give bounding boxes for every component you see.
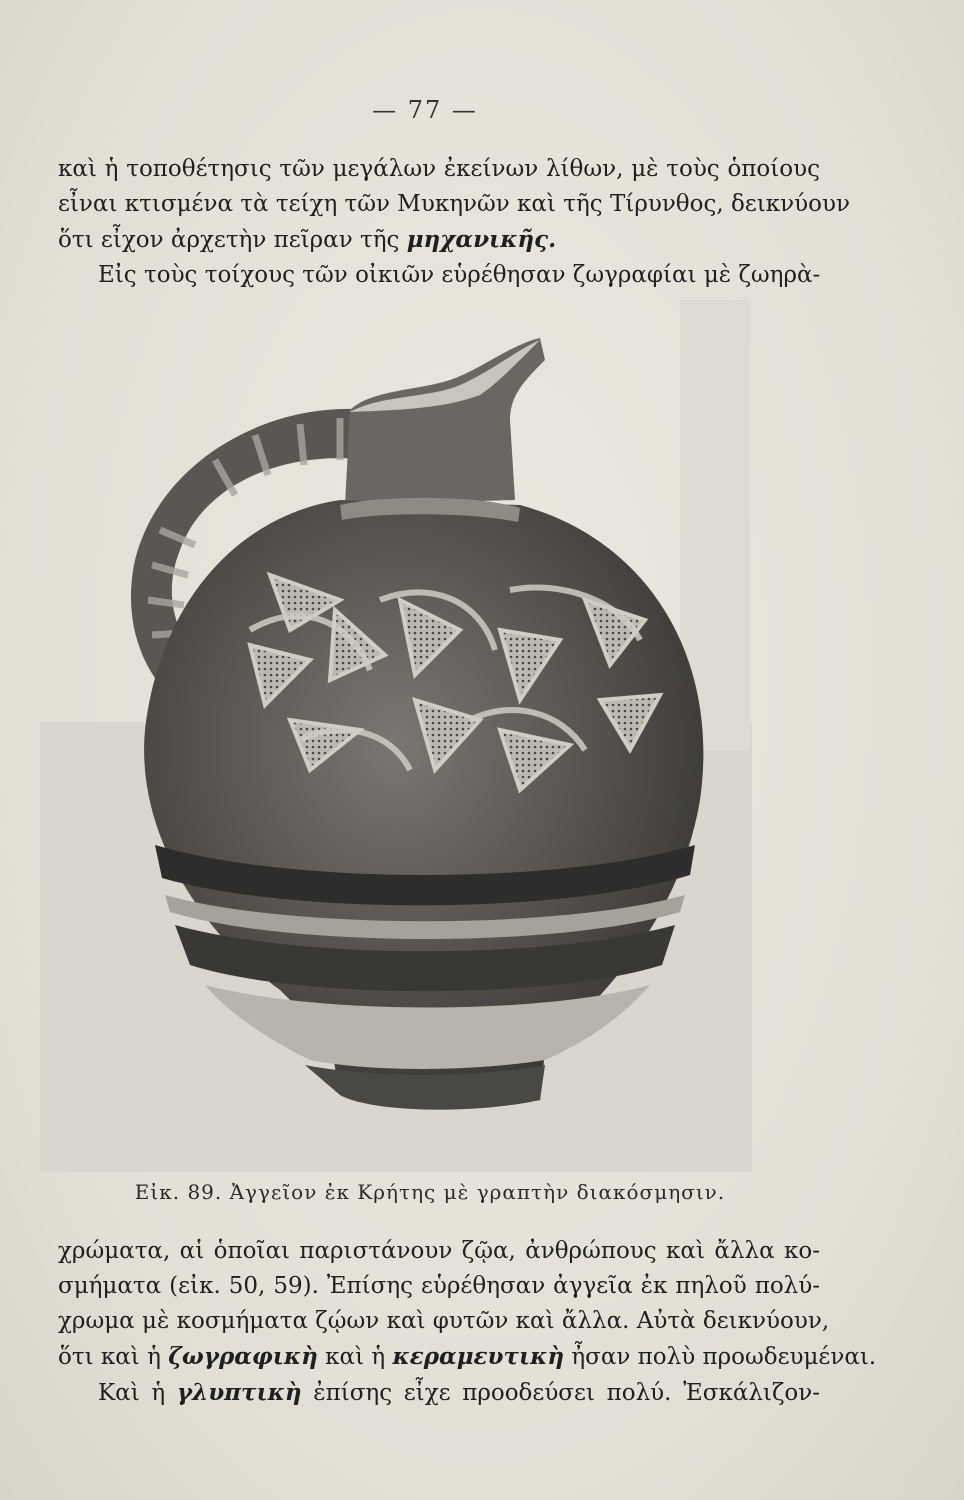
emphasized-word: κεραμευτικὴ (392, 1343, 565, 1370)
bottom-paragraph (58, 1234, 877, 1411)
text-fragment: ἦσαν πολὺ προωδευμέναι. (571, 1344, 877, 1370)
figure-photo (40, 300, 752, 1172)
text-line: χρώματα, αἱ ὁποῖαι παριστάνουν ζῷα, ἀνθρώπους καὶ ἄλλα κο- (58, 1238, 820, 1264)
text-fragment: καὶ ἡ (325, 1344, 386, 1370)
text-line: σμήματα (εἰκ. 50, 59). Ἐπίσης εὑρέθησαν ἀγγεῖα ἐκ πηλοῦ πολύ- (58, 1273, 820, 1299)
emphasized-word: μηχανικῆς. (406, 226, 557, 253)
figure-caption: Εἰκ. 89. Ἀγγεῖον ἐκ Κρήτης μὲ γραπτὴν διακόσμησιν. (134, 1180, 726, 1204)
text-line: εἶναι κτισμένα τὰ τείχη τῶν Μυκηνῶν καὶ τῆς Τίρυνθος, δεικνύουν (58, 191, 850, 217)
text-line (58, 222, 820, 258)
text-fragment: ὅτι καὶ ἡ (58, 1344, 161, 1370)
text-fragment: Καὶ ἡ (98, 1380, 166, 1406)
text-line: Εἰς τοὺς τοίχους τῶν οἰκιῶν εὑρέθησαν ζωγραφίαι μὲ ζωηρὰ- (98, 262, 821, 288)
emphasized-word: ζωγραφικὴ (168, 1343, 318, 1370)
text-line (58, 1375, 820, 1411)
minoan-jug-image (40, 300, 752, 1172)
top-paragraph (58, 152, 850, 293)
text-fragment: ὅτι εἶχον ἀρχετὴν πεῖραν τῆς (58, 227, 400, 253)
text-line (58, 1339, 877, 1375)
text-line: καὶ ἡ τοποθέτησις τῶν μεγάλων ἐκείνων λίθων, μὲ τοὺς ὁποίους (58, 156, 820, 182)
page-number: — 77 — (372, 96, 478, 124)
text-fragment: ἐπίσης εἶχε προοδεύσει πολύ. Ἐσκάλιζον- (313, 1380, 821, 1406)
text-line: χρωμα μὲ κοσμήματα ζῴων καὶ φυτῶν καὶ ἄλλα. Αὐτὰ δεικνύουν, (58, 1308, 830, 1334)
emphasized-word: γλυπτικὴ (176, 1379, 302, 1406)
